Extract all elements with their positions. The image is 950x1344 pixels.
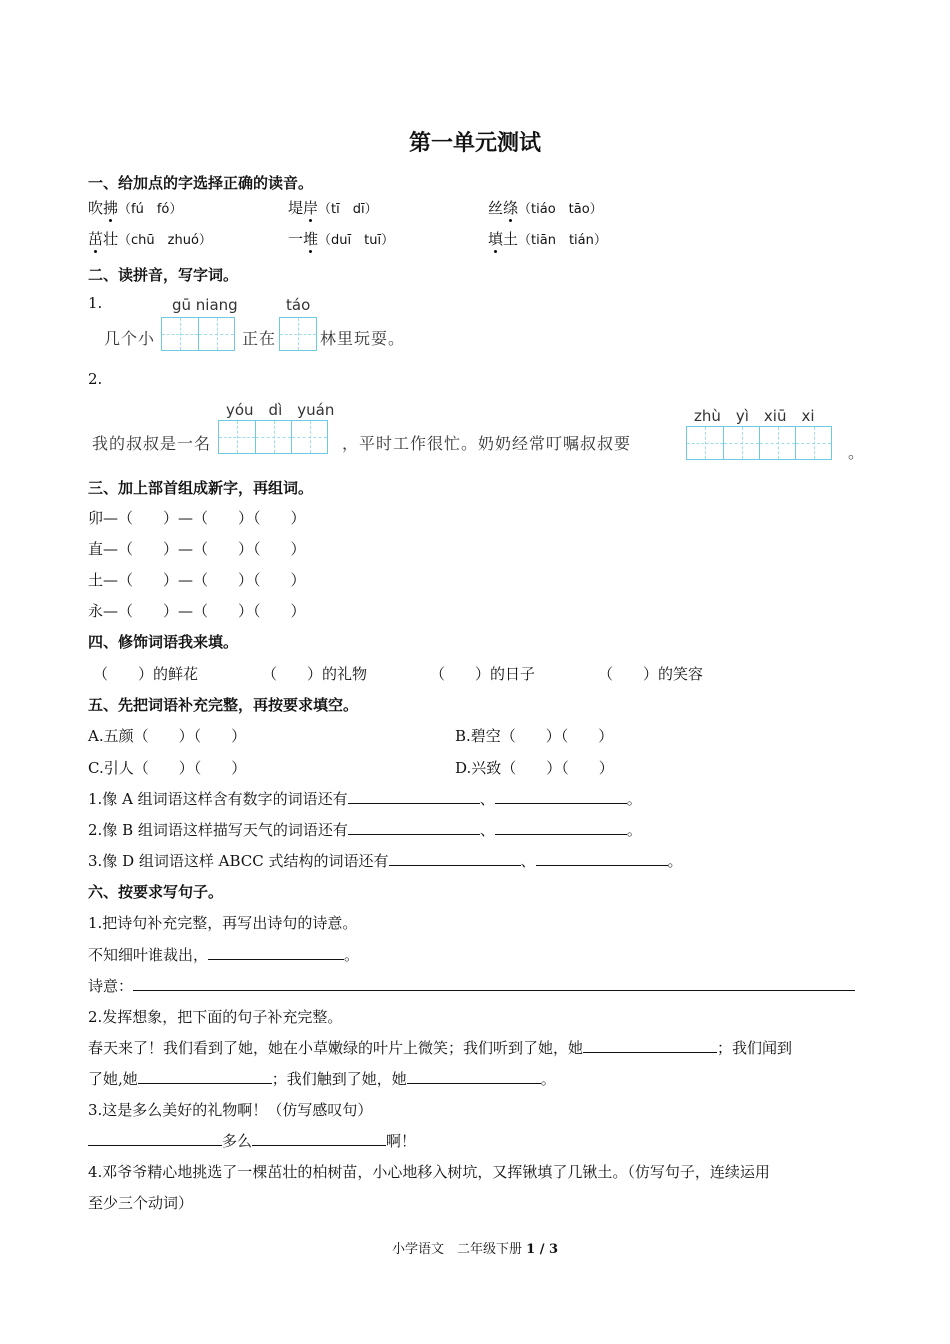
- question-number: 1.: [88, 294, 103, 312]
- sentence-question-3: 3.这是多么美好的礼物啊！（仿写感叹句）: [88, 1101, 373, 1119]
- modifier-item[interactable]: （ ）的日子: [430, 665, 536, 683]
- radical-row[interactable]: 卯—（ ）—（ ）（ ）: [88, 509, 306, 527]
- page-title: 第一单元测试: [408, 130, 541, 156]
- reading-item-1: 吹拂（fú fó）: [88, 199, 183, 217]
- sentence-text: 几个小: [104, 329, 156, 348]
- page-number: 1 / 3: [526, 1242, 559, 1257]
- idiom-c[interactable]: C.引人（ ）（ ）: [88, 759, 247, 777]
- writing-grid-youdiyuan[interactable]: [218, 420, 328, 454]
- answer-blank[interactable]: [252, 1131, 386, 1146]
- reading-item-2: 堤岸（tī dī）: [288, 199, 378, 217]
- sentence-question-1: 1.把诗句补充完整，再写出诗句的诗意。: [88, 914, 358, 932]
- radical-row[interactable]: 永—（ ）—（ ）（ ）: [88, 602, 306, 620]
- imagination-line-1: 春天来了！我们看到了她，她在小草嫩绿的叶片上微笑；我们听到了她，她 ；我们闻到: [88, 1039, 793, 1057]
- answer-blank[interactable]: [495, 820, 627, 835]
- imagination-line-2: 了她,她 ；我们触到了她，她 。: [88, 1070, 556, 1088]
- fill-question-3: 3.像 D 组词语这样 ABCC 式结构的词语还有 、 。: [88, 852, 683, 870]
- reading-item-5: 一堆（duī tuī）: [288, 230, 395, 248]
- answer-blank[interactable]: [495, 789, 627, 804]
- fill-question-2: 2.像 B 组词语这样描写天气的词语还有 、 。: [88, 821, 642, 839]
- answer-blank[interactable]: [133, 976, 855, 991]
- radical-row[interactable]: 直—（ ）—（ ）（ ）: [88, 540, 306, 558]
- answer-blank[interactable]: [389, 851, 521, 866]
- section-5-heading: 五、先把词语补充完整，再按要求填空。: [88, 696, 359, 714]
- sentence-question-4-cont: 至少三个动词）: [88, 1194, 194, 1212]
- modifier-item[interactable]: （ ）的笑容: [598, 665, 704, 683]
- sentence-question-4: 4.邓爷爷精心地挑选了一棵茁壮的柏树苗，小心地移入树坑，又挥锹填了几锹土。（仿写句子，连续运用: [88, 1163, 770, 1181]
- answer-blank[interactable]: [407, 1069, 541, 1084]
- idiom-b[interactable]: B.碧空（ ）（ ）: [455, 727, 614, 745]
- section-2-heading: 二、读拼音，写字词。: [88, 266, 239, 284]
- idiom-a[interactable]: A.五颜（ ）（ ）: [88, 727, 247, 745]
- writing-grid-tao[interactable]: [279, 317, 317, 351]
- radical-row[interactable]: 土—（ ）—（ ）（ ）: [88, 571, 306, 589]
- answer-blank[interactable]: [208, 945, 344, 960]
- idiom-d[interactable]: D.兴致（ ）（ ）: [455, 759, 614, 777]
- pinyin-tao: táo: [286, 296, 311, 314]
- pinyin-youdiyuan: yóu dì yuán: [226, 401, 335, 419]
- answer-blank[interactable]: [138, 1069, 272, 1084]
- sentence-text: 我的叔叔是一名: [92, 434, 212, 453]
- exclamation-template: 多么 啊！: [88, 1130, 416, 1151]
- answer-blank[interactable]: [348, 789, 480, 804]
- poem-meaning: 诗意：: [88, 975, 855, 996]
- sentence-text: 正在: [242, 329, 277, 348]
- answer-blank[interactable]: [88, 1131, 222, 1146]
- sentence-question-2: 2.发挥想象，把下面的句子补充完整。: [88, 1008, 343, 1026]
- pinyin-guniang: gū niang: [172, 296, 238, 314]
- question-number: 2.: [88, 370, 103, 388]
- reading-item-6: 填土（tiān tián）: [488, 230, 607, 248]
- answer-blank[interactable]: [348, 820, 480, 835]
- writing-grid-guniang[interactable]: [161, 317, 235, 351]
- reading-item-4: 茁壮（chū zhuó）: [88, 230, 212, 248]
- fill-question-1: 1.像 A 组词语这样含有数字的词语还有 、 。: [88, 790, 642, 808]
- section-1-heading: 一、给加点的字选择正确的读音。: [88, 174, 314, 192]
- footer-text: 小学语文 二年级下册: [391, 1242, 522, 1257]
- sentence-text: 。: [848, 443, 866, 462]
- answer-blank[interactable]: [536, 851, 668, 866]
- modifier-item[interactable]: （ ）的鲜花: [93, 665, 199, 683]
- section-6-heading: 六、按要求写句子。: [88, 883, 224, 901]
- reading-item-3: 丝绦（tiáo tāo）: [488, 199, 603, 217]
- section-3-heading: 三、加上部首组成新字，再组词。: [88, 479, 314, 497]
- sentence-text: 林里玩耍。: [320, 329, 406, 348]
- writing-grid-zhuyixiuxi[interactable]: [686, 426, 832, 460]
- sentence-text: ，平时工作很忙。奶奶经常叮嘱叔叔要: [342, 434, 632, 453]
- poem-line: 不知细叶谁裁出， 。: [88, 946, 360, 964]
- pinyin-zhuyixiuxi: zhù yì xiū xi: [694, 407, 815, 425]
- page-footer: [0, 1238, 950, 1257]
- section-4-heading: 四、修饰词语我来填。: [88, 633, 239, 651]
- modifier-item[interactable]: （ ）的礼物: [262, 665, 368, 683]
- answer-blank[interactable]: [583, 1038, 717, 1053]
